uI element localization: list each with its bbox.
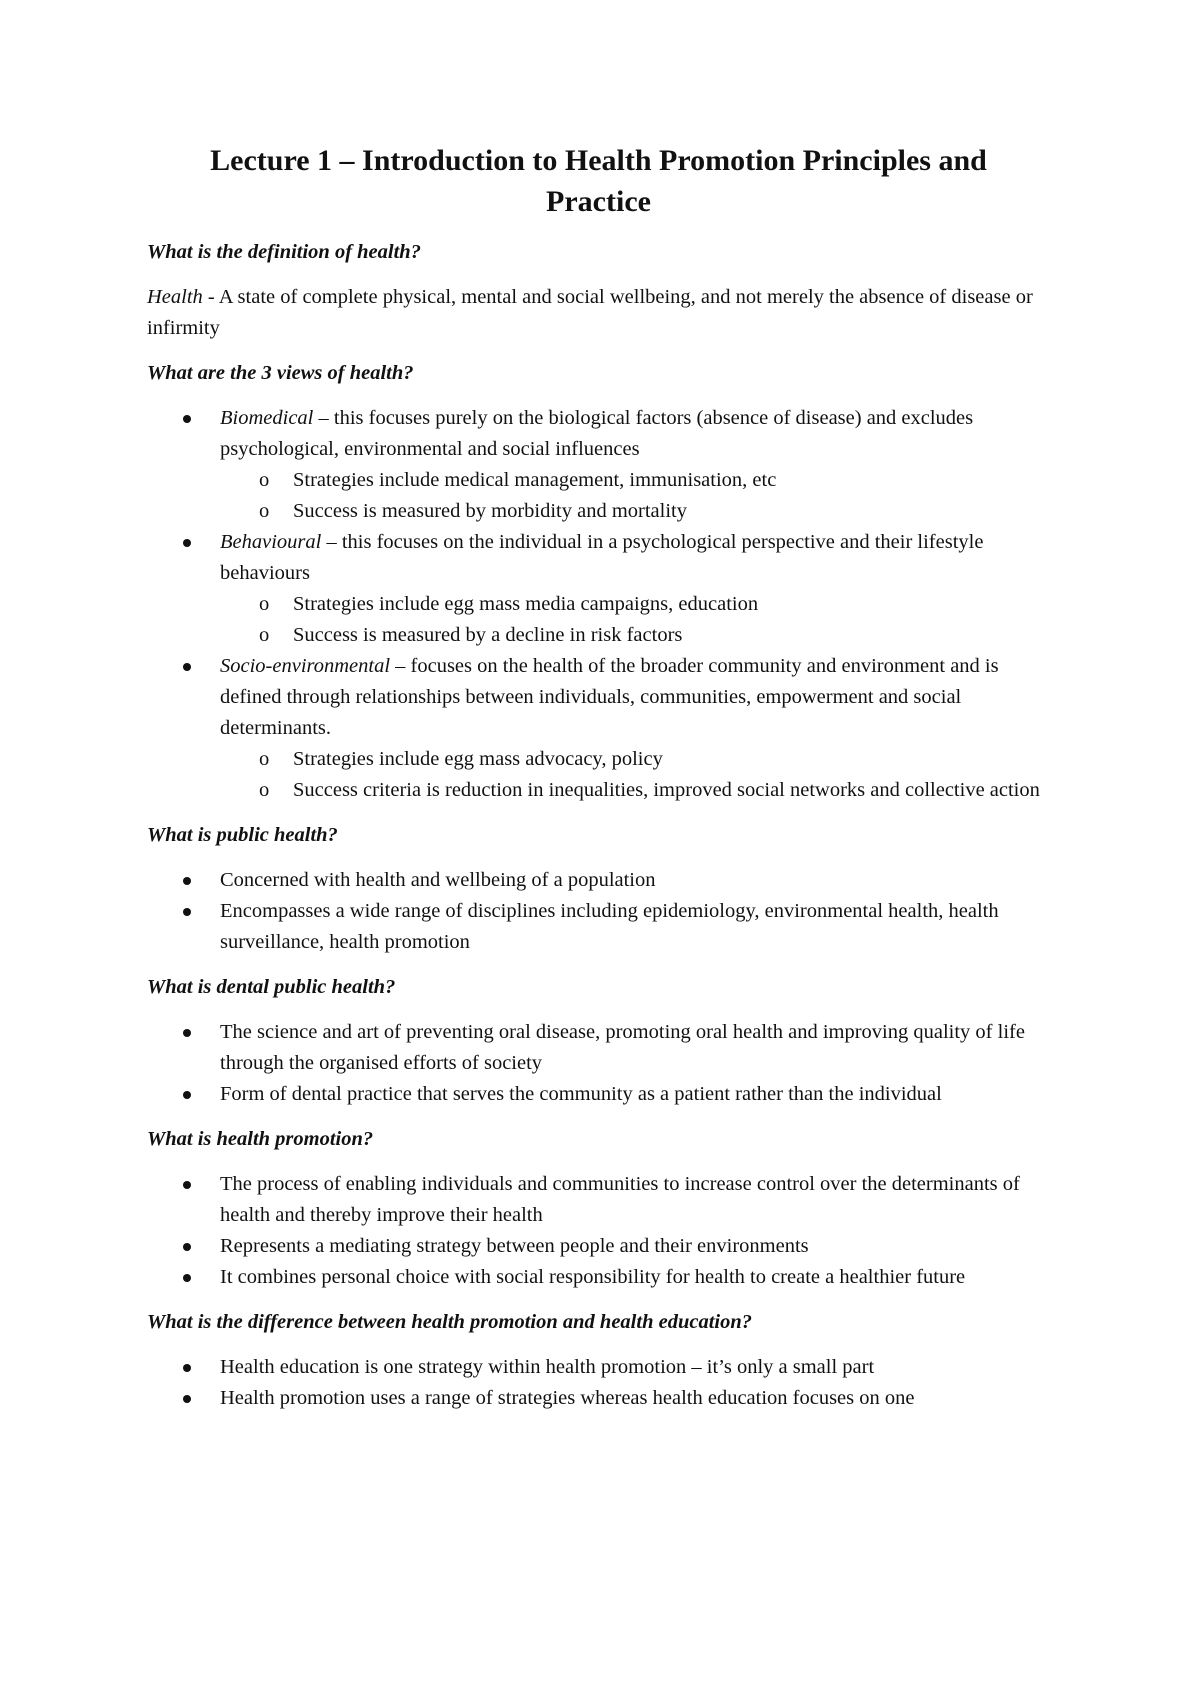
sub-list-item [220, 496, 1050, 527]
question-dental-public-health: What is dental public health? [147, 976, 396, 998]
page-title: Lecture 1 – Introduction to Health Promotion Principles and Practice [210, 144, 987, 218]
view-text: – this focuses purely on the biological factors (absence of disease) and excludes psychological, environmental and social influences [220, 407, 974, 460]
list-item: Encompasses a wide range of disciplines including epidemiology, environmental health, health surveillance, health promotion [147, 896, 1050, 958]
list-item: The process of enabling individuals and communities to increase control over the determinants of health and thereby improve their health [147, 1169, 1050, 1231]
sub-list [220, 744, 1050, 806]
definition-separator: - [202, 286, 219, 308]
health-promotion-list [147, 1169, 1050, 1293]
view-term: Socio-environmental [220, 655, 391, 677]
question-health-promotion: What is health promotion? [147, 1128, 374, 1150]
view-text: – focuses on the health of the broader community and environment and is defined through relationships between individuals, communities, empowerment and social determinants. [220, 655, 999, 739]
list-item [147, 651, 1050, 806]
sub-bullet-marker: o [259, 469, 270, 491]
views-list [147, 403, 1050, 806]
question-views-of-health: What are the 3 views of health? [147, 362, 414, 384]
sub-item-text: Success is measured by morbidity and mortality [293, 500, 687, 522]
sub-list-item [220, 775, 1050, 806]
sub-item-text: Success is measured by a decline in risk factors [293, 624, 683, 646]
sub-bullet-marker: o [259, 748, 270, 770]
sub-list-item [220, 465, 1050, 496]
sub-bullet-marker: o [259, 500, 270, 522]
health-definition [147, 282, 1050, 344]
dental-public-health-list [147, 1017, 1050, 1110]
list-item: It combines personal choice with social responsibility for health to create a healthier future [147, 1262, 1050, 1293]
list-item: Represents a mediating strategy between people and their environments [147, 1231, 1050, 1262]
view-term: Behavioural [220, 531, 322, 553]
health-term: Health [147, 286, 203, 308]
sub-list-item [220, 620, 1050, 651]
list-item: The science and art of preventing oral disease, promoting oral health and improving quality of life through the organised efforts of society [147, 1017, 1050, 1079]
health-definition-text: A state of complete physical, mental and social wellbeing, and not merely the absence of disease or infirmity [147, 286, 1033, 339]
list-item: Concerned with health and wellbeing of a population [147, 865, 1050, 896]
list-item: Health education is one strategy within health promotion – it’s only a small part [147, 1352, 1050, 1383]
view-term: Biomedical [220, 407, 314, 429]
sub-item-text: Success criteria is reduction in inequalities, improved social networks and collective action [293, 779, 1040, 801]
sub-item-text: Strategies include egg mass media campaigns, education [293, 593, 759, 615]
sub-item-text: Strategies include medical management, immunisation, etc [293, 469, 777, 491]
difference-list [147, 1352, 1050, 1414]
question-definition-of-health: What is the definition of health? [147, 241, 421, 263]
list-item [147, 527, 1050, 651]
list-item [147, 403, 1050, 527]
sub-bullet-marker: o [259, 593, 270, 615]
sub-item-text: Strategies include egg mass advocacy, policy [293, 748, 663, 770]
sub-bullet-marker: o [259, 779, 270, 801]
sub-list [220, 589, 1050, 651]
list-item: Form of dental practice that serves the community as a patient rather than the individual [147, 1079, 1050, 1110]
sub-list [220, 465, 1050, 527]
question-public-health: What is public health? [147, 824, 338, 846]
sub-list-item [220, 744, 1050, 775]
question-promotion-vs-education: What is the difference between health promotion and health education? [147, 1311, 752, 1333]
sub-list-item [220, 589, 1050, 620]
list-item: Health promotion uses a range of strategies whereas health education focuses on one [147, 1383, 1050, 1414]
public-health-list [147, 865, 1050, 958]
view-text: – this focuses on the individual in a psychological perspective and their lifestyle behaviours [220, 531, 984, 584]
sub-bullet-marker: o [259, 624, 270, 646]
